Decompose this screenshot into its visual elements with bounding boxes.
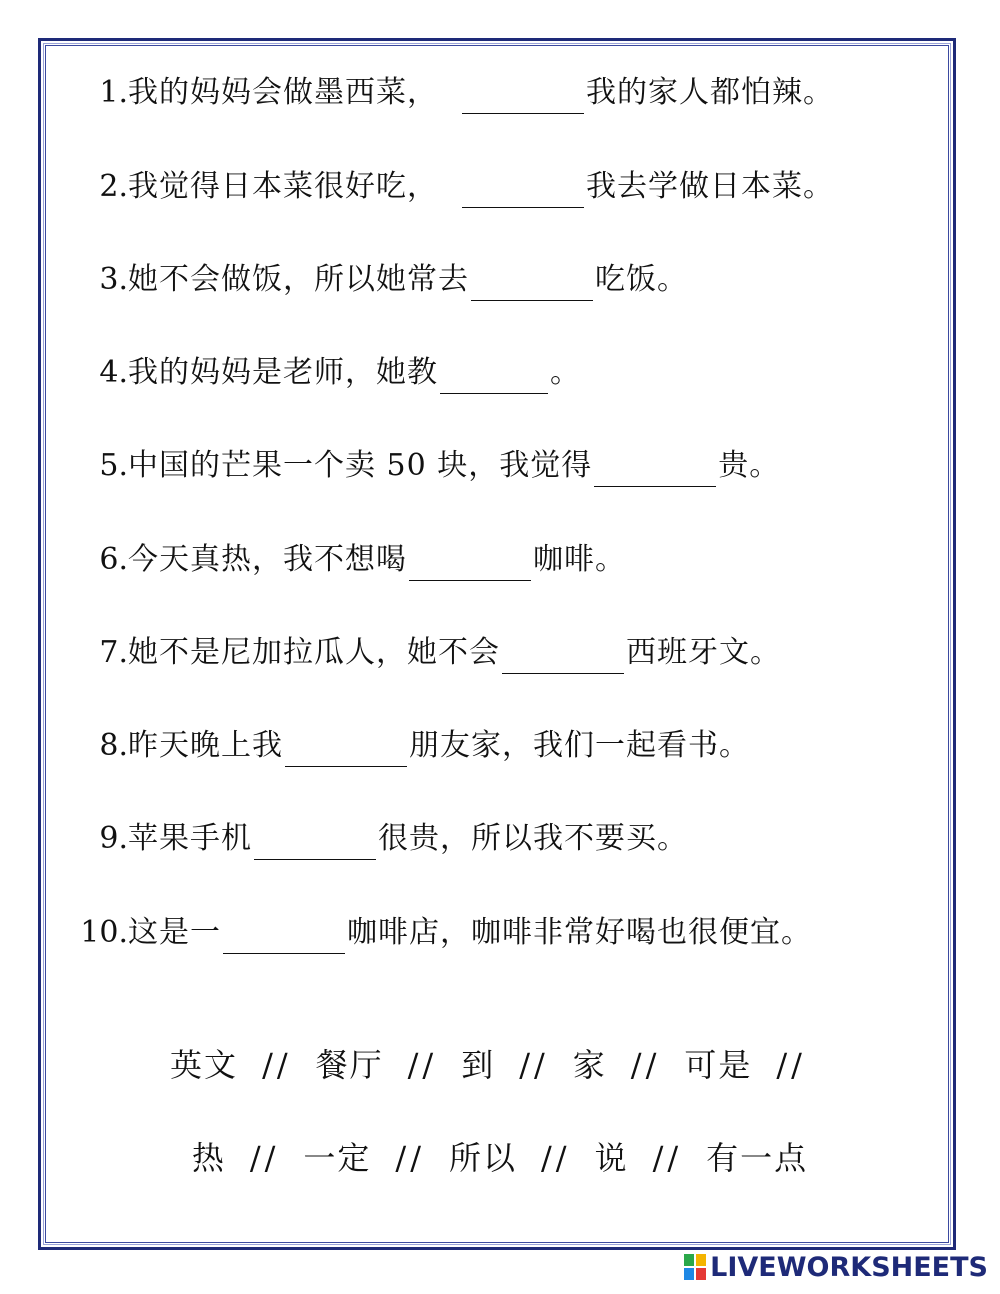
- question-text-before: 她不是尼加拉瓜人，她不会: [128, 635, 500, 670]
- question-text-after: 咖啡店，咖啡非常好喝也很便宜。: [347, 915, 812, 950]
- word-bank-separator: //: [519, 1046, 549, 1084]
- answer-blank-2[interactable]: [462, 177, 584, 208]
- question-text-before: 我的妈妈会做墨西菜，: [128, 75, 438, 110]
- question-number: 6.: [99, 542, 128, 577]
- question-row: [60, 255, 940, 305]
- word-bank-separator: //: [262, 1046, 292, 1084]
- word-bank-item: 有一点: [706, 1139, 809, 1177]
- word-bank-item: 热: [191, 1139, 226, 1177]
- word-bank-separator: //: [776, 1046, 806, 1084]
- question-number: 8.: [99, 728, 128, 763]
- question-number: 4.: [99, 355, 128, 390]
- answer-blank-4[interactable]: [440, 363, 548, 394]
- question-text-after: 我的家人都怕辣。: [586, 75, 834, 110]
- question-number: 7.: [99, 635, 128, 670]
- answer-blank-1[interactable]: [462, 83, 584, 114]
- question-row: [60, 628, 940, 678]
- question-number: 9.: [99, 821, 128, 856]
- question-text-before: 昨天晚上我: [128, 728, 283, 763]
- question-text-before: 这是一: [128, 915, 221, 950]
- question-text-before: 今天真热，我不想喝: [128, 542, 407, 577]
- question-text-before: 她不会做饭，所以她常去: [128, 262, 469, 297]
- question-row: [60, 348, 940, 398]
- question-text-before: 中国的芒果一个卖 50 块，我觉得: [128, 448, 593, 483]
- word-bank-item: 所以: [448, 1139, 517, 1177]
- question-row: [60, 441, 940, 491]
- question-text-after: 贵。: [718, 448, 781, 483]
- question-row: [60, 908, 940, 958]
- question-row: [60, 162, 940, 212]
- question-text-before: 我觉得日本菜很好吃，: [128, 169, 438, 204]
- word-bank-separator: //: [630, 1046, 661, 1084]
- question-number: 1.: [99, 75, 128, 110]
- question-number: 3.: [99, 262, 128, 297]
- question-text-after: 很贵，所以我不要买。: [378, 821, 688, 856]
- answer-blank-8[interactable]: [285, 736, 407, 767]
- liveworksheets-logo-icon: [684, 1254, 706, 1280]
- word-bank-row-1: [60, 1040, 940, 1090]
- question-text-before: 苹果手机: [128, 821, 252, 856]
- question-text-after: 西班牙文。: [626, 635, 781, 670]
- word-bank-item: 英文: [170, 1046, 239, 1084]
- question-text-after: 朋友家，我们一起看书。: [409, 728, 750, 763]
- question-text-after: 我去学做日本菜。: [586, 169, 834, 204]
- question-number: 5.: [99, 448, 128, 483]
- question-row: [60, 535, 940, 585]
- answer-blank-10[interactable]: [223, 923, 345, 954]
- word-bank-item: 一定: [303, 1139, 372, 1177]
- word-bank-item: 到: [461, 1046, 496, 1084]
- answer-blank-5[interactable]: [594, 456, 716, 487]
- word-bank-item: 家: [572, 1046, 607, 1084]
- question-number: 10.: [80, 915, 128, 950]
- liveworksheets-logo: [684, 1252, 988, 1282]
- question-text-before: 我的妈妈是老师，她教: [128, 355, 438, 390]
- question-text-after: 。: [550, 355, 581, 390]
- answer-blank-6[interactable]: [409, 550, 531, 581]
- word-bank-item: 餐厅: [315, 1046, 384, 1084]
- answer-blank-9[interactable]: [254, 829, 376, 860]
- question-text-after: 咖啡。: [533, 542, 626, 577]
- answer-blank-7[interactable]: [502, 643, 624, 674]
- logo-text: LIVEWORKSHEETS: [710, 1251, 988, 1283]
- question-row: [60, 721, 940, 771]
- word-bank-separator: //: [395, 1139, 425, 1177]
- question-text-after: 吃饭。: [595, 262, 688, 297]
- question-row: [60, 814, 940, 864]
- word-bank-separator: //: [541, 1139, 571, 1177]
- answer-blank-3[interactable]: [471, 270, 593, 301]
- word-bank-separator: //: [249, 1139, 280, 1177]
- question-row: [60, 68, 940, 118]
- word-bank-item: 可是: [684, 1046, 753, 1084]
- word-bank-item: 说: [594, 1139, 629, 1177]
- question-number: 2.: [99, 169, 128, 204]
- word-bank-separator: //: [652, 1139, 683, 1177]
- word-bank-separator: //: [407, 1046, 438, 1084]
- word-bank-row-2: [60, 1133, 940, 1183]
